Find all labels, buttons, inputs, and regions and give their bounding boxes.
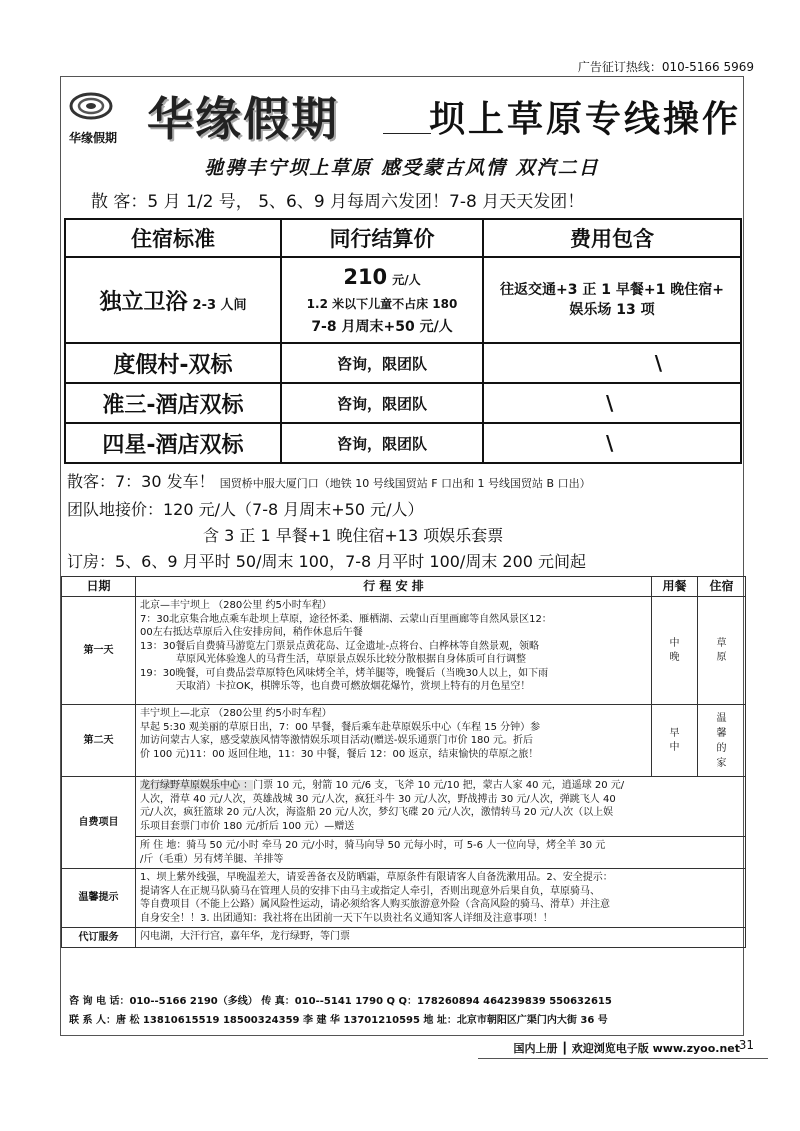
table-row [62, 869, 746, 928]
table-row [62, 928, 746, 948]
day-label: 第一天 [62, 597, 136, 705]
lodging-cell [698, 705, 746, 777]
meal-cell [652, 705, 698, 777]
footer-divider [478, 1058, 768, 1059]
tips-label: 温馨提示 [62, 869, 136, 928]
table-row [62, 777, 746, 869]
lodging-char: 家 [716, 757, 727, 769]
lodging-cell [698, 597, 746, 705]
includes-cell: \ [483, 383, 741, 423]
lodging-char: 的 [716, 742, 727, 754]
room-note: 2-3 人间 [192, 297, 247, 313]
day-detail [136, 597, 652, 705]
header-meal: 用餐 [652, 577, 698, 597]
day-route: 北京—丰宁坝上 （280公里 约5小时车程） [140, 600, 332, 611]
detail-line: 提请客人在正规马队骑马在管理人员的安排下由马主或指定人牵引，否则出现意外后果自负，草原骑马、 [140, 885, 600, 897]
day-route: 丰宁坝上—北京 （280公里 约5小时车程） [140, 708, 332, 719]
page-number: 31 [738, 1038, 754, 1052]
entertainment-center-label: 龙行绿野草原娱乐中心 ： [140, 780, 254, 791]
table-row [62, 597, 746, 705]
lodging-char: 原 [716, 651, 727, 663]
table-row [65, 343, 741, 383]
lodging-char: 温 [716, 712, 727, 724]
day-detail [136, 705, 652, 777]
brand-title: 华缘假期 [147, 92, 339, 146]
departure-main: 散客：7：30 发车！ [67, 472, 215, 491]
subtitle: 驰骋丰宁坝上草原 感受蒙古风情 双汽二日 [204, 157, 600, 179]
detail-line: 所 住 地：骑马 50 元/小时 牵马 20 元/小时，骑马向导 50 元每小时，可 5-6 人一位向导，烤全羊 30 元 [140, 840, 606, 851]
room-name: 四星-酒店双标 [65, 423, 281, 463]
contact-person: 联 系 人：唐 松 13810615519 18500324359 李 建 华 13701210595 地 址：北京市朝阳区广渠门内大街 36 号 [69, 1015, 608, 1026]
detail-line: 1、坝上紫外线强，早晚温差大，请妥善备衣及防晒霜，草原条件有限请客人自备洗漱用品。2、安全提示： [140, 872, 613, 883]
self-pay-detail [136, 777, 746, 869]
group-includes: 含 3 正 1 早餐+1 晚住宿+13 项娱乐套票 [203, 526, 504, 545]
table-row [65, 423, 741, 463]
logo-text: 华缘假期 [69, 131, 118, 145]
detail-line: /斤（毛重）另有烤羊腿、羊排等 [140, 853, 284, 865]
detail-line: 7：30北京集合地点乘车赴坝上草原，途径怀柔、雁栖湖、云蒙山百里画廊等自然风景区12： [140, 613, 552, 625]
detail-line: 加访问蒙古人家，感受蒙族风情等激情娱乐项目活动(赠送-娱乐通票门市价 180 元。折后 [140, 735, 533, 746]
agency-label: 代订服务 [62, 928, 136, 948]
peak-note: 7-8 月周末+50 元/人 [311, 318, 453, 335]
header-settlement-price: 同行结算价 [281, 219, 483, 257]
lodging-char: 草 [716, 638, 727, 649]
lodging-char: 馨 [716, 727, 727, 739]
detail-line: 人次，滑草 40 元/人次，英雄战城 30 元/人次，疯狂斗牛 30 元/人次，野战搏击 30 元/人次，弹跳飞人 40 [140, 793, 616, 805]
includes-cell [483, 257, 741, 343]
page-frame [60, 76, 744, 1036]
meal-item: 早 [669, 728, 680, 739]
price-cell: 咨询，限团队 [281, 343, 483, 383]
detail-line: 元/人次，疯狂篮球 20 元/人次，海盗船 20 元/人次，梦幻飞碟 20 元/人次，激情转马 20 元/人次（以上娱 [140, 807, 614, 818]
group-price: 团队地接价：120 元/人（7-8 月周末+50 元/人） [67, 500, 424, 519]
meal-cell [652, 597, 698, 705]
room-name: 度假村-双标 [65, 343, 281, 383]
detail-line: 草原风光体验逸人的马背生活，草原景点娱乐比较分散根据自身体质可自行调整 [176, 654, 526, 665]
day-label: 第二天 [62, 705, 136, 777]
footer-text: 国内上册 ┃ 欢迎浏览电子版 www.zyoo.net [513, 1042, 740, 1055]
child-note: 1.2 米以下儿童不占床 180 [306, 296, 458, 311]
self-pay-label: 自费项目 [62, 777, 136, 869]
meal-item: 中 [669, 638, 680, 649]
detail-line: 早起 5:30 观美丽的草原日出，7：00 早餐，餐后乘车赴草原娱乐中心（车程 15 分钟）参 [140, 721, 541, 733]
header-date: 日期 [62, 577, 136, 597]
departure-info [67, 469, 591, 492]
includes-cell: \ [483, 423, 741, 463]
header-included: 费用包含 [483, 219, 741, 257]
includes-cell: \ [483, 343, 741, 383]
header-lodging-standard: 住宿标准 [65, 219, 281, 257]
self-pay-entertainment [136, 777, 745, 837]
swirl-logo-icon [69, 91, 113, 121]
table-row [65, 383, 741, 423]
price-cell [281, 257, 483, 343]
ad-hotline: 广告征订热线：010-5166 5969 [577, 60, 754, 74]
detail-line: 乐项目套票门市价 180 元/折后 100 元）—赠送 [140, 820, 355, 832]
detail-line: 天取消）卡拉OK，棋牌乐等，也自费可燃放烟花爆竹，赏坝上特有的月色星空！ [176, 681, 531, 692]
itinerary-table [61, 576, 746, 948]
room-name: 准三-酒店双标 [65, 383, 281, 423]
price-table [64, 218, 742, 464]
contact-phone: 咨 询 电 话：010--5166 2190（多线） 传 真：010--5141 1790 Q Q：178260894 464239839 550632615 [69, 996, 612, 1007]
detail-line: 等自费项目（不能上公路）属风险性运动，请必须给客人购买旅游意外险（含高风险的骑马、滑草）并注意 [140, 899, 610, 910]
price-cell: 咨询，限团队 [281, 383, 483, 423]
room-type [65, 257, 281, 343]
detail-line: 价 100 元)11：00 返回住地，11：30 中餐，餐后 12：00 返京，结束愉快的草原之旅！ [140, 748, 539, 760]
detail-line: 19：30晚餐，可自费品尝草原特色风味烤全羊，烤羊腿等，晚餐后（当晚30人以上，如下雨 [140, 667, 549, 679]
price-cell: 咨询，限团队 [281, 423, 483, 463]
price-unit: 元/人 [392, 272, 421, 287]
tips-detail [136, 869, 746, 928]
price-table-header [65, 219, 741, 257]
booking-info: 订房：5、6、9 月平时 50/周末 100，7-8 月平时 100/周末 200 元间起 [67, 552, 587, 571]
route-title: 坝上草原专线操作 [429, 98, 742, 140]
scatter-schedule: 散 客：5 月 1/2 号， 5、6、9 月每周六发团！7-8 月天天发团！ [91, 192, 585, 212]
detail-line: 门票 10 元，射箭 10 元/6 支，飞斧 10 元/10 把，蒙古人家 40 元，逍遥球 20 元/ [253, 780, 625, 791]
price-value: 210 [343, 264, 388, 289]
header-schedule: 行 程 安 排 [136, 577, 652, 597]
detail-line: 13：30餐后自费骑马游览左门票景点黄花岛、辽金遗址-点将台、白桦林等自然景观，领略 [140, 640, 540, 652]
detail-line: 00左右抵达草原后入住安排房间，稍作休息后午餐 [140, 627, 363, 638]
detail-line: 自身安全！！3. 出团通知：我社将在出团前一天下午以贵社名义通知客人详细及注意事项！！ [140, 912, 553, 924]
table-row [62, 705, 746, 777]
self-pay-lodging [136, 837, 745, 868]
title-divider [383, 133, 431, 134]
includes-line: 往返交通+3 正 1 早餐+1 晚住宿+ [500, 282, 724, 298]
agency-detail: 闪电湖，大汗行宫，嘉年华，龙行绿野，等门票 [136, 928, 746, 948]
table-row [65, 257, 741, 343]
header-lodging: 住宿 [698, 577, 746, 597]
meal-item: 晚 [669, 651, 680, 663]
room-name: 独立卫浴 [99, 289, 188, 315]
departure-note: 国贸桥中服大厦门口（地铁 10 号线国贸站 F 口出和 1 号线国贸站 B 口出） [219, 477, 591, 490]
meal-item: 中 [669, 741, 680, 753]
itinerary-header [62, 577, 746, 597]
includes-line: 娱乐场 13 项 [569, 302, 655, 318]
